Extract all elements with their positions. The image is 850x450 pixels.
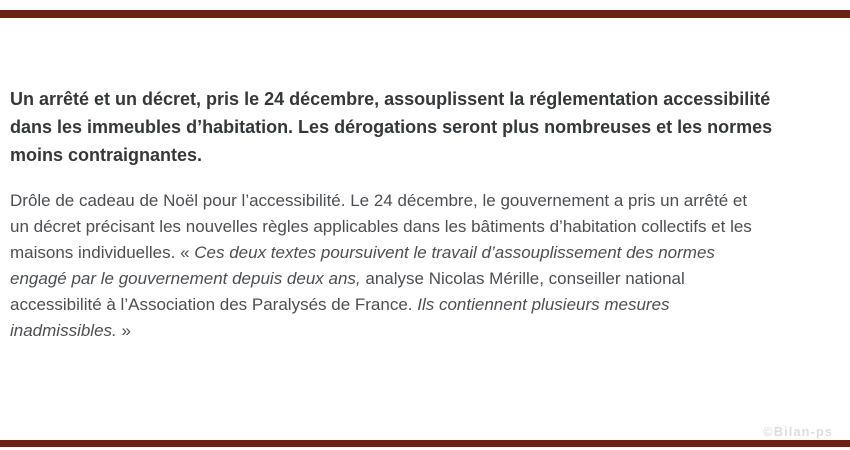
watermark-credit: ©Bilan-ps — [763, 424, 833, 439]
quote-text-segment: inadmissibles. — [10, 321, 117, 340]
body-line — [10, 318, 844, 344]
body-line — [10, 240, 844, 266]
body-line — [10, 266, 844, 292]
intro-line: Un arrêté et un décret, pris le 24 décembre, assouplissent la réglementation accessibilité — [10, 89, 771, 109]
text-segment: » — [116, 321, 131, 340]
top-accent-bar — [0, 10, 850, 18]
article-body — [10, 188, 844, 344]
quote-text-segment: engagé par le gouvernement depuis deux ans, — [10, 269, 361, 288]
body-line — [10, 188, 844, 214]
bottom-accent-bar — [0, 440, 850, 447]
body-line — [10, 214, 844, 240]
text-segment: accessibilité à l’Association des Paralysés de France. — [10, 295, 418, 314]
intro-line: dans les immeubles d’habitation. Les dérogations seront plus nombreuses et les normes — [10, 117, 773, 137]
body-line — [10, 292, 844, 318]
intro-line: moins contraignantes. — [10, 145, 203, 165]
text-segment: analyse Nicolas Mérille, conseiller national — [360, 269, 685, 288]
text-segment: Drôle de cadeau de Noël pour l’accessibilité. Le 24 décembre, le gouvernement a pris un arrêté et — [10, 191, 748, 210]
quote-text-segment: Ces deux textes poursuivent le travail d’assouplissement des normes — [194, 243, 715, 262]
text-segment: maisons individuelles. « — [10, 243, 195, 262]
text-segment: un décret précisant les nouvelles règles applicables dans les bâtiments d’habitation collectifs et les — [10, 217, 752, 236]
article-intro — [10, 85, 840, 169]
quote-text-segment: Ils contiennent plusieurs mesures — [417, 295, 670, 314]
